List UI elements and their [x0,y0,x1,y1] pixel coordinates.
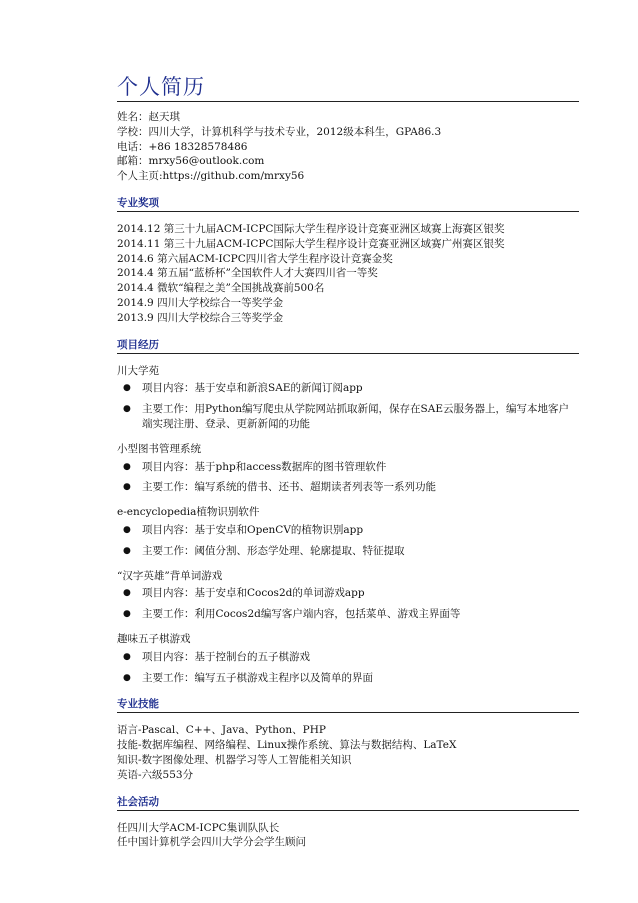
bullet-icon: ● [123,383,131,394]
project-title: 川大学苑 [117,364,159,377]
awards-heading: 专业奖项 [117,196,579,212]
project-title: “汉字英雄”背单词游戏 [117,569,223,582]
project-details [117,460,579,496]
project-content-text: 项目内容：基于安卓和OpenCV的植物识别app [142,523,364,536]
award-item: 2014.4 微软“编程之美”全国挑战赛前500名 [117,282,325,295]
page-title: 个人简历 [117,74,579,102]
awards-list [117,222,579,326]
projects-list [117,364,579,686]
project-content [117,650,579,665]
info-homepage: 个人主页:https://github.com/mrxy56 [117,170,305,183]
award-item: 2013.9 四川大学校综合三等奖学金 [117,311,284,324]
project-work [117,480,579,495]
project-content [117,523,579,538]
project-work [117,402,579,432]
bullet-icon: ● [123,609,131,620]
resume-page [117,74,579,850]
project-content-text: 项目内容：基于php和access数据库的图书管理软件 [142,460,387,473]
bullet-icon: ● [123,461,131,472]
project-details [117,523,579,559]
project-entry [117,442,579,495]
bullet-icon: ● [123,404,131,415]
project-entry [117,569,579,622]
activity-item: 任中国计算机学会四川大学分会学生顾问 [117,836,306,849]
bullet-icon: ● [123,588,131,599]
project-entry [117,505,579,558]
project-content-text: 项目内容：基于安卓和新浪SAE的新闻订阅app [142,382,363,395]
project-work-text: 主要工作：编写五子棋游戏主程序以及简单的界面 [142,671,373,684]
info-school: 学校：四川大学，计算机科学与技术专业，2012级本科生，GPA86.3 [117,125,442,138]
project-details [117,381,579,431]
project-work-text: 主要工作：阈值分割、形态学处理、轮廓提取、特征提取 [142,544,405,557]
project-content-text: 项目内容：基于控制台的五子棋游戏 [142,650,310,663]
award-item: 2014.4 第五届“蓝桥杯”全国软件人才大赛四川省一等奖 [117,267,378,280]
bullet-icon: ● [123,524,131,535]
project-entry [117,632,579,685]
project-details [117,650,579,686]
project-content [117,381,579,396]
project-content-text: 项目内容：基于安卓和Cocos2d的单词游戏app [142,587,365,600]
project-content [117,460,579,475]
activity-item: 任四川大学ACM-ICPC集训队队长 [117,821,280,834]
skill-item: 语言-Pascal、C++、Java、Python、PHP [117,724,326,737]
project-title: 趣味五子棋游戏 [117,632,191,645]
skill-item: 技能-数据库编程、网络编程、Linux操作系统、算法与数据结构、LaTeX [117,739,457,752]
project-content [117,586,579,601]
project-work-text: 主要工作：利用Cocos2d编写客户端内容，包括菜单、游戏主界面等 [142,608,461,621]
activities-list [117,821,579,851]
award-item: 2014.11 第三十九届ACM-ICPC国际大学生程序设计竞赛亚洲区域赛广州赛区银奖 [117,237,505,250]
bullet-icon: ● [123,672,131,683]
skill-item: 英语-六级553分 [117,768,194,781]
project-details [117,586,579,622]
skill-item: 知识-数字图像处理、机器学习等人工智能相关知识 [117,753,352,766]
award-item: 2014.12 第三十九届ACM-ICPC国际大学生程序设计竞赛亚洲区域赛上海赛区银奖 [117,222,505,235]
project-title: e-encyclopedia植物识别软件 [117,506,260,519]
info-phone: 电话：+86 18328578486 [117,140,248,153]
bullet-icon: ● [123,482,131,493]
project-work-text: 主要工作：用Python编写爬虫从学院网站抓取新闻，保存在SAE云服务器上，编写本地客户端实现注册、登录、更新新闻的功能 [142,403,570,430]
project-work [117,607,579,622]
info-name: 姓名：赵天琪 [117,111,180,123]
project-work [117,671,579,686]
activities-heading: 社会活动 [117,795,579,811]
skills-heading: 专业技能 [117,697,579,713]
award-item: 2014.9 四川大学校综合一等奖学金 [117,296,284,309]
info-email: 邮箱：mrxy56@outlook.com [117,155,265,168]
project-entry [117,364,579,432]
personal-info [117,110,579,184]
award-item: 2014.6 第六届ACM-ICPC四川省大学生程序设计竞赛金奖 [117,252,393,265]
projects-heading: 项目经历 [117,338,579,354]
skills-list [117,723,579,782]
bullet-icon: ● [123,651,131,662]
project-title: 小型图书管理系统 [117,442,201,455]
project-work [117,544,579,559]
bullet-icon: ● [123,545,131,556]
project-work-text: 主要工作：编写系统的借书、还书、超期读者列表等一系列功能 [142,481,436,494]
